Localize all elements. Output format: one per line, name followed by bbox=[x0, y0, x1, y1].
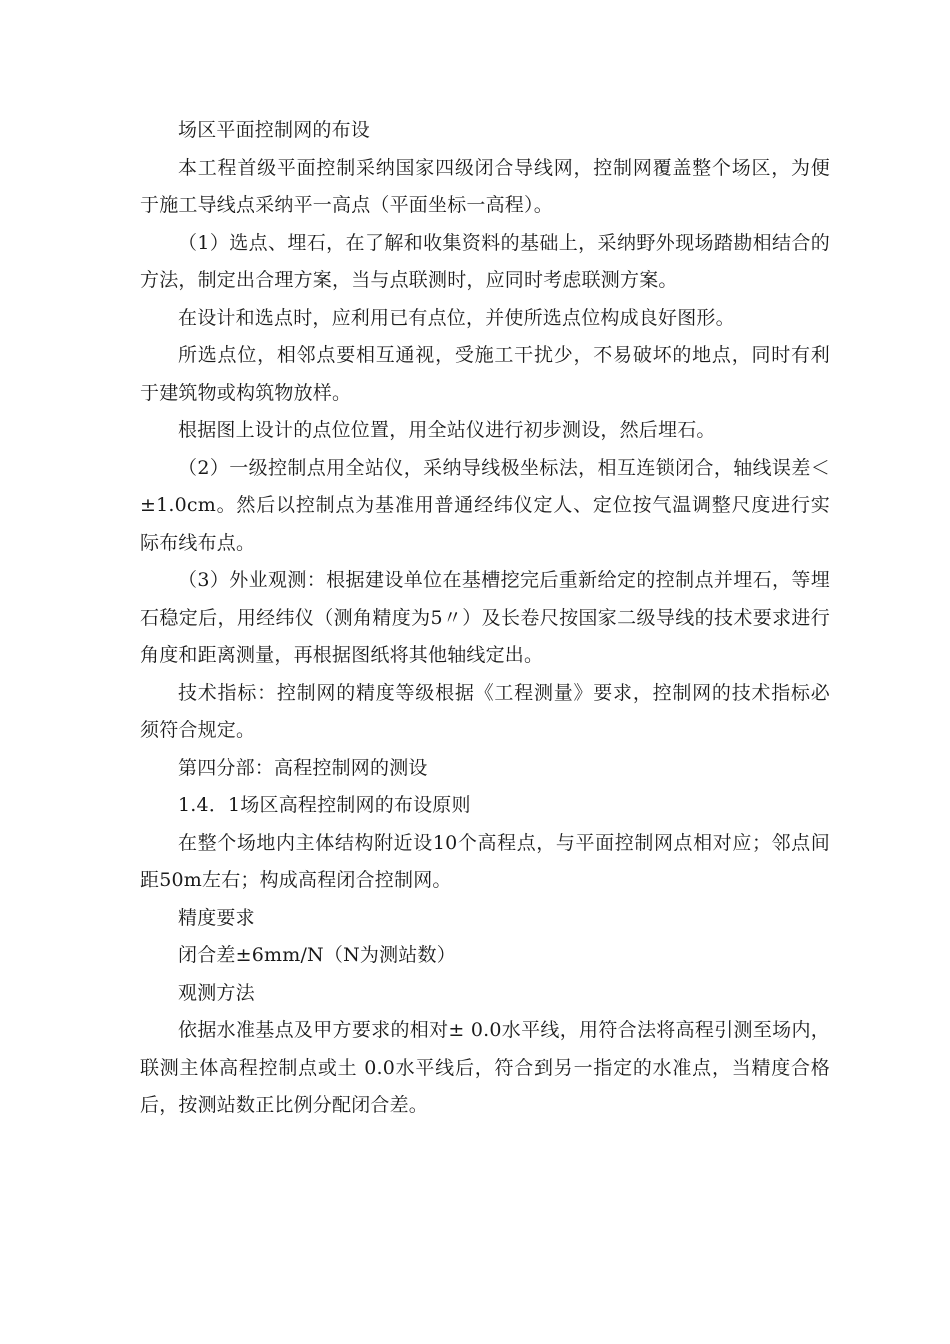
paragraph: 依据水准基点及甲方要求的相对± 0.0水平线，用符合法将高程引测至场内，联测主体高程控制点或土 0.0水平线后，符合到另一指定的水准点，当精度合格后，按测站数正比例分配闭合差。 bbox=[140, 1019, 830, 1116]
paragraph: 根据图上设计的点位位置，用全站仪进行初步测设，然后埋石。 bbox=[178, 419, 716, 441]
paragraph: 闭合差±6mm/N（N为测站数） bbox=[178, 944, 456, 966]
paragraph: 在整个场地内主体结构附近设10个高程点，与平面控制网点相对应；邻点间距50m左右；构成高程闭合控制网。 bbox=[140, 831, 830, 891]
paragraph: 所选点位，相邻点要相互通视，受施工干扰少，不易破坏的地点，同时有利于建筑物或构筑物放样。 bbox=[140, 344, 830, 404]
paragraph: 本工程首级平面控制采纳国家四级闭合导线网，控制网覆盖整个场区，为便于施工导线点采纳平一高点（平面坐标一高程）。 bbox=[140, 156, 830, 216]
paragraph: 技术指标：控制网的精度等级根据《工程测量》要求，控制网的技术指标必须符合规定。 bbox=[140, 681, 830, 741]
paragraph: （1）选点、埋石，在了解和收集资料的基础上，采纳野外现场踏勘相结合的方法，制定出合理方案，当与点联测时，应同时考虑联测方案。 bbox=[140, 231, 830, 291]
paragraph: （2）一级控制点用全站仪，采纳导线极坐标法，相互连锁闭合，轴线误差＜±1.0cm。然后以控制点为基准用普通经纬仪定人、定位按气温调整尺度进行实际布线布点。 bbox=[140, 456, 830, 554]
subheading: 观测方法 bbox=[178, 981, 255, 1004]
paragraph: 在设计和选点时，应利用已有点位，并使所选点位构成良好图形。 bbox=[178, 306, 735, 329]
paragraph: 场区平面控制网的布设 bbox=[178, 119, 371, 141]
paragraph: （3）外业观测：根据建设单位在基槽挖完后重新给定的控制点并埋石，等埋石稳定后，用经纬仪（测角精度为5〃）及长卷尺按国家二级导线的技术要求进行角度和距离测量，再根据图纸将其他轴线定出。 bbox=[140, 569, 830, 666]
subheading: 精度要求 bbox=[178, 906, 255, 929]
section-heading: 第四分部：高程控制网的测设 bbox=[178, 756, 428, 779]
subsection-heading: 1.4．1场区高程控制网的布设原则 bbox=[178, 794, 471, 816]
document-body bbox=[140, 112, 830, 1125]
